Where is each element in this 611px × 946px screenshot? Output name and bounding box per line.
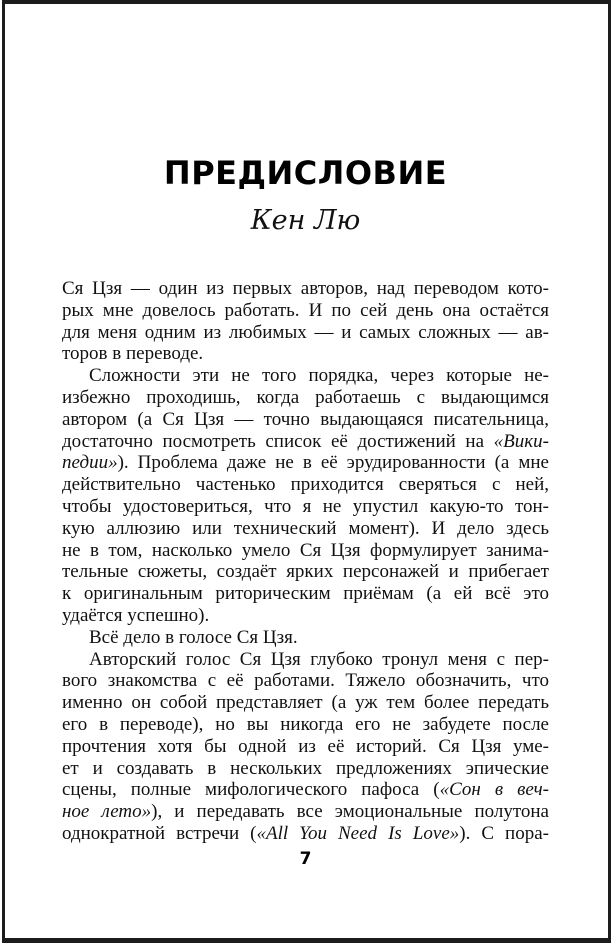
text-line: удаётся успешно). [62,604,210,626]
text-line: рых мне довелось работать. И по сей день она остаётся [62,299,549,321]
page-number: 7 [299,849,312,869]
text-line: чтобы удостовериться, что я не упустил какую-то тон- [62,495,549,517]
text-line: избежно проходишь, когда работаешь с выдающимся [62,386,549,408]
text-line: однократной встречи («All You Need Is Love»). С пора- [62,822,549,844]
text-line: тельные сюжеты, создаёт ярких персонажей и прибегает [62,561,549,583]
text-line: ное лето»), и передавать все эмоциональные полутона [62,801,549,823]
text-line: ет и создавать в нескольких предложениях эпические [62,757,549,779]
text-line: действительно частенько приходится сверяться с ней, [62,474,549,496]
text-line: для меня одним из любимых — и самых сложных — ав- [62,321,549,343]
text-line: Сложности эти не того порядка, через которые не- [89,365,549,387]
paragraph [62,649,549,845]
chapter-author: Кен Лю [250,205,361,236]
text-line: кую аллюзию или технический момент). И дело здесь [62,517,549,539]
body-text [62,278,549,845]
text-line: Ся Цзя — один из первых авторов, над переводом кото- [62,278,549,299]
text-line: прочтения хотя бы одной из её историй. Ся Цзя уме- [62,735,549,757]
paragraph [62,365,549,627]
text-line: его в переводе), но вы никогда его не забудете после [62,713,549,735]
text-line: Всё дело в голосе Ся Цзя. [89,626,298,648]
chapter-title: ПРЕДИСЛОВИЕ [163,154,448,192]
text-line: автором (а Ся Цзя — точно выдающаяся писательница, [62,408,549,430]
text-line: педии»). Проблема даже не в её эрудированности (а мне [62,452,549,474]
text-line: сцены, полные мифологического пафоса («Сон в веч- [62,779,549,801]
text-line: именно он собой представляет (а уж тем более передать [62,692,549,714]
text-line: торов в переводе. [62,343,204,365]
text-line: достаточно посмотреть список её достижений на «Вики- [62,430,549,452]
paragraph [62,278,549,365]
page-content [62,155,549,845]
paragraph [62,627,549,649]
text-line: вого знакомства с её работами. Тяжело обозначить, что [62,670,549,692]
text-line: Авторский голос Ся Цзя глубоко тронул меня с пер- [89,648,549,670]
text-line: не в том, насколько умело Ся Цзя формулирует занима- [62,539,549,561]
text-line: к оригинальным риторическим приёмам (а ей всё это [62,583,549,605]
